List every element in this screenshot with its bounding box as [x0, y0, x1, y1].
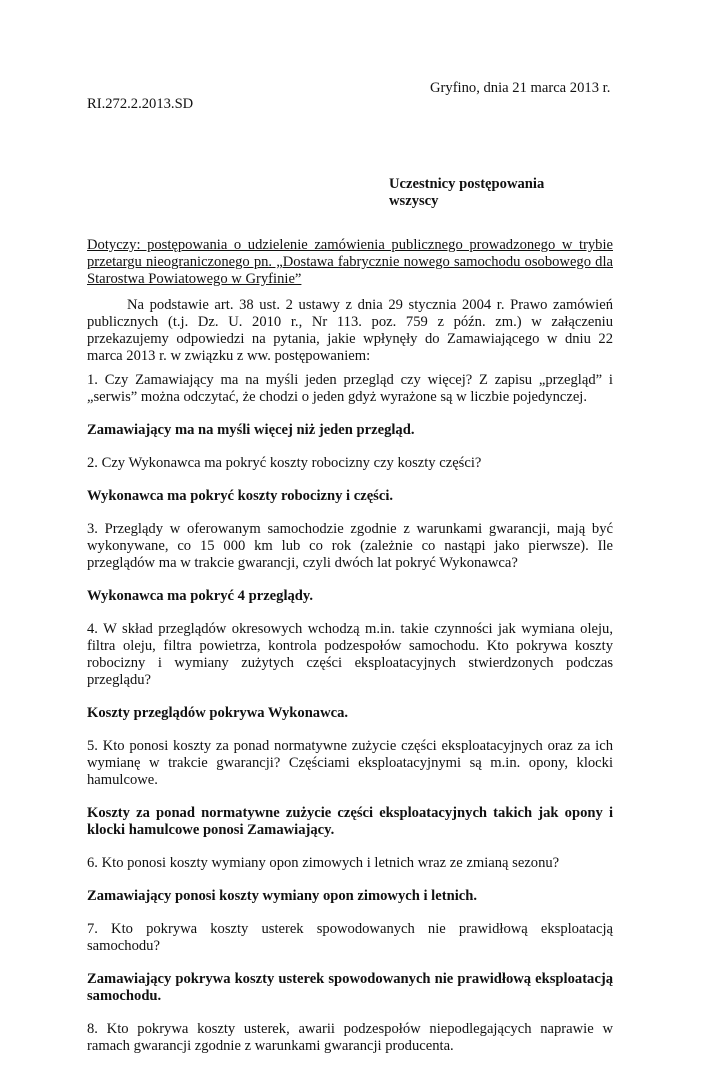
question-1: 1. Czy Zamawiający ma na myśli jeden przegląd czy więcej? Z zapisu „przegląd” i „serwis” można odczytać, że chodzi o jeden gdyż wyrażone są w liczbie pojedynczej. [87, 372, 613, 405]
qa-list [87, 372, 613, 1071]
addressee-line-2: wszyscy [389, 193, 439, 209]
addressee [389, 176, 544, 210]
question-5: 5. Kto ponosi koszty za ponad normatywne zużycie części eksploatacyjnych oraz za ich wymianę w trakcie gwarancji? Częściami eksploatacyjnymi są m.in. opony, klocki hamulcowe. [87, 738, 613, 788]
question-3: 3. Przeglądy w oferowanym samochodzie zgodnie z warunkami gwarancji, mają być wykonywane, co 15 000 km lub co rok (zależnie co nastąpi jako pierwsze). Ile przeglądów ma w trakcie gwarancji, czyli dwóch lat pokryć Wykonawca? [87, 521, 613, 571]
answer-7: Zamawiający pokrywa koszty usterek spowodowanych nie prawidłową eksploatacją samochodu. [87, 971, 613, 1004]
answer-1: Zamawiający ma na myśli więcej niż jeden przegląd. [87, 422, 415, 438]
reference-number: RI.272.2.2013.SD [87, 96, 194, 112]
question-6: 6. Kto ponosi koszty wymiany opon zimowych i letnich wraz ze zmianą sezonu? [87, 855, 560, 871]
intro-paragraph: Na podstawie art. 38 ust. 2 ustawy z dnia 29 stycznia 2004 r. Prawo zamówień publicznych (t.j. Dz. U. 2010 r., Nr 113. poz. 759 z późn. zm.) w załączeniu przekazujemy odpowiedzi na pytania, jakie wpłynęły do Zamawiającego w dniu 22 marca 2013 r. w związku z ww. postępowaniem: [87, 297, 613, 364]
answer-6: Zamawiający ponosi koszty wymiany opon zimowych i letnich. [87, 888, 477, 904]
place-date: Gryfino, dnia 21 marca 2013 r. [430, 80, 611, 96]
subject: Dotyczy: postępowania o udzielenie zamówienia publicznego prowadzonego w trybie przetargu nieograniczonego pn. „Dostawa fabrycznie nowego samochodu osobowego dla Starostwa Powiatowego w Gryfinie” [87, 237, 613, 287]
question-4: 4. W skład przeglądów okresowych wchodzą m.in. takie czynności jak wymiana oleju, filtra oleju, filtra powietrza, kontrola podzespołów samochodu. Kto pokrywa koszty robocizny i wymiany zużytych części eksploatacyjnych stwierdzonych podczas przeglądu? [87, 621, 613, 688]
question-2: 2. Czy Wykonawca ma pokryć koszty robocizny czy koszty części? [87, 455, 482, 471]
answer-3: Wykonawca ma pokryć 4 przeglądy. [87, 588, 314, 604]
question-7: 7. Kto pokrywa koszty usterek spowodowanych nie prawidłową eksploatacją samochodu? [87, 921, 613, 954]
answer-2: Wykonawca ma pokryć koszty robocizny i części. [87, 488, 394, 504]
answer-5: Koszty za ponad normatywne zużycie części eksploatacyjnych takich jak opony i klocki hamulcowe ponosi Zamawiający. [87, 805, 613, 838]
answer-4: Koszty przeglądów pokrywa Wykonawca. [87, 705, 349, 721]
addressee-line-1: Uczestnicy postępowania [389, 176, 545, 192]
question-8: 8. Kto pokrywa koszty usterek, awarii podzespołów niepodlegających naprawie w ramach gwarancji zgodnie z warunkami gwarancji producenta. [87, 1021, 613, 1054]
